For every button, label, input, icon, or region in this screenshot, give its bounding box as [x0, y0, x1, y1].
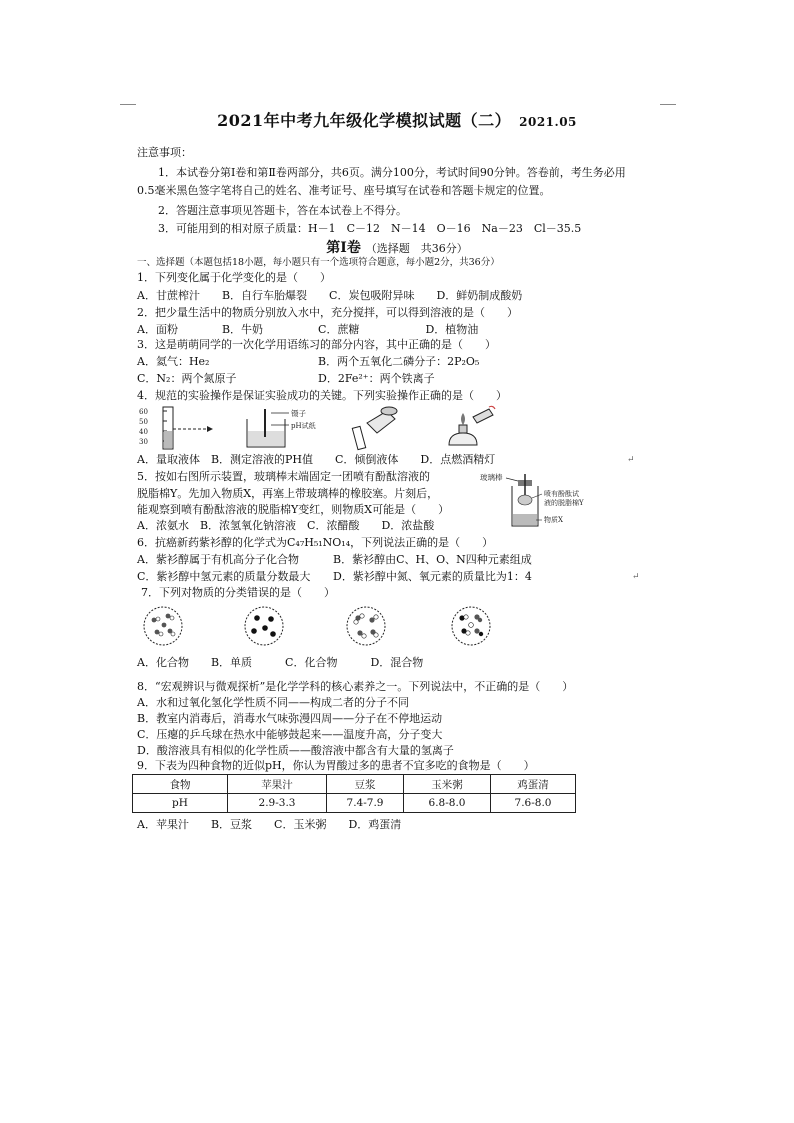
title-date: 2021.05	[519, 115, 577, 129]
graduated-cylinder-figure	[163, 407, 213, 449]
q4-options: A．量取液体 B．测定溶液的PH值 C．倾倒液体 D．点燃酒精灯	[137, 453, 496, 466]
q5-line2: 脱脂棉Y。先加入物质X，再塞上带玻璃棒的橡胶塞。片刻后，	[137, 487, 439, 500]
top-left-rule	[120, 104, 136, 105]
pouring-liquid-figure	[352, 407, 397, 450]
q8-option-c: C．压瘪的乒乓球在热水中能够鼓起来——温度升高，分子变大	[137, 728, 443, 741]
circle-a-compound	[144, 607, 182, 645]
cylinder-tick-50: 50	[139, 418, 148, 426]
q5-options: A．浓氨水 B．浓氢氧化钠溶液 C．浓醋酸 D．浓盐酸	[137, 519, 435, 532]
q6-option-d: D．紫衫醇中氮、氧元素的质量比为1：4	[333, 570, 532, 583]
q4-stem: 4．规范的实验操作是保证实验成功的关键。下列实验操作正确的是（ ）	[137, 389, 507, 402]
q5-line1: 5．按如右图所示装置，玻璃棒末端固定一团喷有酚酞溶液的	[137, 470, 430, 483]
q7-molecule-figures	[140, 604, 500, 648]
q8-stem: 8．“宏观辨识与微观探析”是化学学科的核心素养之一。下列说法中，不正确的是（ ）	[137, 680, 574, 693]
q8-option-b: B．教室内消毒后，消毒水气味弥漫四周——分子在不停地运动	[137, 712, 443, 725]
q1-options: A．甘蔗榨汁 B．自行车胎爆裂 C．炭包吸附异味 D．鲜奶制成酸奶	[137, 289, 523, 302]
top-right-rule	[660, 104, 676, 105]
q3-option-a: A．氦气：He₂	[137, 355, 210, 368]
q5-apparatus-figure	[478, 468, 618, 532]
q7-options: A．化合物 B．单质 C．化合物 D．混合物	[137, 656, 424, 669]
q4-paragraph-mark: ↵	[627, 455, 635, 465]
ph-beaker-figure	[247, 409, 289, 447]
table-cell: 豆浆	[327, 775, 404, 794]
cylinder-tick-60: 60	[139, 408, 148, 416]
note-1b: 0.5毫米黑色签字笔将自己的姓名、准考证号、座号填写在试卷和答题卡规定的位置。	[137, 184, 551, 197]
title-text: 2021年中考九年级化学模拟试题（二）	[217, 111, 512, 130]
q6-option-b: B．紫衫醇由C、H、O、N四种元素组成	[333, 553, 532, 566]
q3-option-c: C．N₂：两个氮原子	[137, 372, 237, 385]
note-2: 2．答题注意事项见答题卡，答在本试卷上不得分。	[158, 204, 407, 217]
table-cell: 6.8-8.0	[404, 794, 491, 813]
tweezers-label: 镊子	[291, 409, 306, 418]
table-cell: 玉米粥	[404, 775, 491, 794]
section-subtitle: （选择题 共36分）	[365, 242, 468, 255]
table-cell: 苹果汁	[228, 775, 327, 794]
q6-option-a: A．紫衫醇属于有机高分子化合物	[137, 553, 299, 566]
q1-stem: 1．下列变化属于化学变化的是（ ）	[137, 271, 331, 284]
notes-label: 注意事项：	[137, 146, 192, 159]
q2-stem: 2．把少量生活中的物质分别放入水中，充分搅拌，可以得到溶液的是（ ）	[137, 306, 518, 319]
q3-option-d: D．2Fe²⁺：两个铁离子	[318, 372, 435, 385]
q8-option-d: D．酸溶液具有相似的化学性质——酸溶液中都含有大量的氢离子	[137, 744, 454, 757]
q7-stem: 7．下列对物质的分类错误的是（ ）	[141, 586, 335, 599]
q3-option-b: B．两个五氧化二磷分子：2P₂O₅	[318, 355, 480, 368]
table-cell: pH	[133, 794, 228, 813]
ph-paper-label: pH试纸	[291, 422, 316, 430]
section-title: 第Ⅰ卷	[326, 240, 361, 256]
alcohol-lamp-figure	[449, 406, 495, 445]
table-cell: 食物	[133, 775, 228, 794]
exam-title	[0, 108, 794, 131]
q6-stem: 6．抗癌新药紫衫醇的化学式为C₄₇H₅₁NO₁₄，下列说法正确的是（ ）	[137, 536, 494, 549]
q6-option-c: C．紫衫醇中氢元素的质量分数最大	[137, 570, 311, 583]
q9-options: A．苹果汁 B．豆浆 C．玉米粥 D．鸡蛋清	[137, 818, 402, 831]
circle-b-element	[245, 607, 283, 645]
cotton-y-label-2: 液的脱脂棉Y	[544, 499, 584, 507]
ph-table-value-row	[133, 794, 576, 813]
cylinder-tick-40: 40	[139, 428, 148, 436]
table-cell: 2.9-3.3	[228, 794, 327, 813]
table-cell: 鸡蛋清	[491, 775, 576, 794]
q3-stem: 3．这是萌萌同学的一次化学用语练习的部分内容，其中正确的是（ ）	[137, 338, 496, 351]
q2-options: A．面粉 B．牛奶 C．蔗糖 D．植物油	[137, 323, 479, 336]
substance-x-label: 物质X	[544, 516, 563, 524]
ph-table-header-row	[133, 775, 576, 794]
note-3: 3．可能用到的相对原子质量：H－1 C－12 N－14 O－16 Na－23 Cl－35.5	[158, 222, 582, 235]
section-heading	[0, 237, 794, 257]
q9-stem: 9．下表为四种食物的近似pH，你认为胃酸过多的患者不宜多吃的食物是（ ）	[137, 759, 535, 772]
note-1a: 1．本试卷分第Ⅰ卷和第Ⅱ卷两部分，共6页。满分100分，考试时间90分钟。答卷前，考生务必用	[158, 166, 626, 179]
glass-rod-label: 玻璃棒	[480, 473, 503, 482]
q4-figures	[137, 405, 497, 451]
ph-table	[132, 774, 576, 813]
q5-line3: 能观察到喷有酚酞溶液的脱脂棉Y变红，则物质X可能是（ ）	[137, 503, 450, 516]
cylinder-tick-30: 30	[139, 438, 148, 446]
part1-instructions: 一、选择题（本题包括18小题，每小题只有一个选项符合题意，每小题2分，共36分）	[137, 257, 500, 268]
table-cell: 7.4-7.9	[327, 794, 404, 813]
q8-option-a: A．水和过氧化氢化学性质不同——构成二者的分子不同	[137, 696, 409, 709]
circle-c-compound	[347, 607, 385, 645]
cotton-y-label-1: 喷有酚酞试	[544, 490, 579, 498]
table-cell: 7.6-8.0	[491, 794, 576, 813]
circle-d-mixture	[452, 607, 490, 645]
q6-paragraph-mark: ↵	[632, 572, 640, 582]
